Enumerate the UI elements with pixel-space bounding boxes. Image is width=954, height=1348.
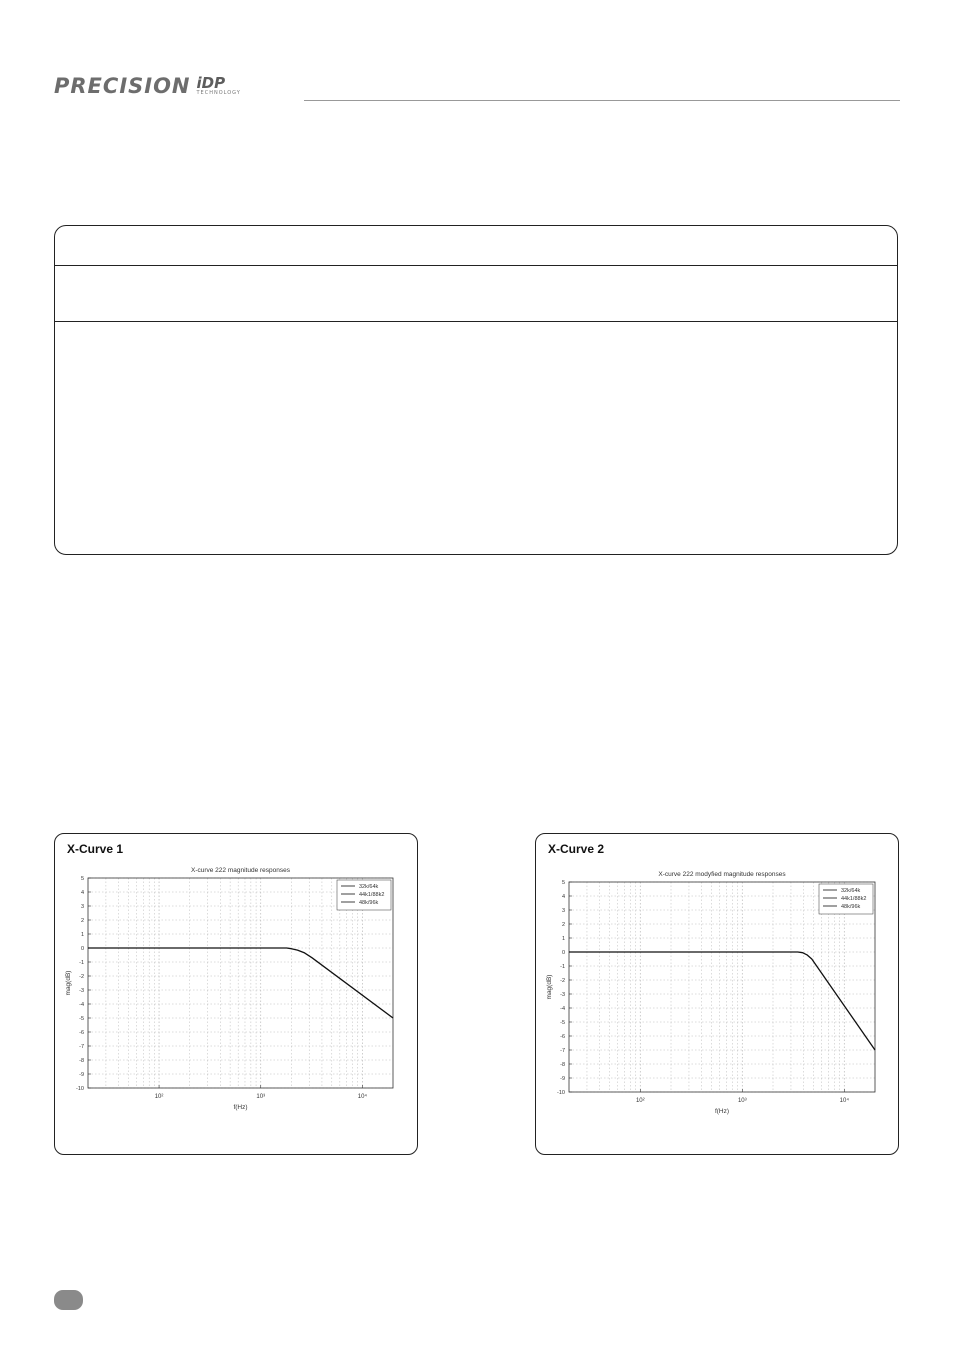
sub-brand-name: iDP bbox=[196, 74, 226, 92]
x-axis-label: f(Hz) bbox=[714, 1108, 730, 1115]
spec-table-divider-2 bbox=[55, 321, 897, 322]
y-tick-label: -3 bbox=[79, 988, 84, 994]
y-tick-label: -10 bbox=[557, 1090, 565, 1096]
y-tick-label: -9 bbox=[79, 1072, 84, 1078]
x-tick-label: 10² bbox=[635, 1098, 645, 1104]
panel-title: X-Curve 1 bbox=[67, 842, 124, 856]
y-tick-label: 1 bbox=[561, 936, 565, 942]
x-tick-label: 10⁴ bbox=[357, 1094, 368, 1100]
chart-x-curve-2 bbox=[536, 834, 900, 1156]
y-tick-label: 5 bbox=[561, 880, 565, 886]
chart-x-curve-1 bbox=[55, 834, 419, 1156]
y-tick-label: -4 bbox=[560, 1006, 565, 1012]
legend-entry: 48k/96k bbox=[841, 904, 861, 910]
y-tick-label: -6 bbox=[560, 1034, 565, 1040]
legend-entry: 44k1/88k2 bbox=[841, 896, 867, 902]
y-tick-label: 3 bbox=[80, 904, 84, 910]
y-tick-label: -8 bbox=[79, 1058, 84, 1064]
legend-entry: 44k1/88k2 bbox=[359, 892, 385, 898]
x-tick-label: 10⁴ bbox=[839, 1098, 849, 1104]
y-axis-label: mag(dB) bbox=[546, 974, 553, 1000]
spec-table-frame bbox=[54, 225, 898, 555]
chart-title: X-curve 222 modyfied magnitude responses bbox=[658, 871, 786, 878]
x-axis-label: f(Hz) bbox=[233, 1104, 248, 1111]
y-tick-label: 1 bbox=[80, 932, 84, 938]
y-tick-label: 5 bbox=[80, 876, 84, 882]
brand-logo bbox=[54, 68, 241, 96]
legend-entry: 48k/96k bbox=[359, 900, 379, 906]
y-tick-label: -9 bbox=[560, 1076, 565, 1082]
chart-panel-x-curve-2 bbox=[535, 833, 899, 1155]
x-tick-label: 10³ bbox=[256, 1094, 266, 1100]
sub-brand-logo bbox=[197, 76, 241, 96]
brand-wordmark: PRECISION bbox=[54, 74, 191, 98]
y-tick-label: 2 bbox=[561, 922, 565, 928]
y-tick-label: -3 bbox=[560, 992, 565, 998]
legend-entry: 32k/64k bbox=[359, 884, 379, 890]
y-tick-label: -1 bbox=[79, 960, 84, 966]
sub-brand-tagline: TECHNOLOGY bbox=[196, 90, 241, 96]
y-tick-label: -7 bbox=[560, 1048, 565, 1054]
spec-table-divider-1 bbox=[55, 265, 897, 266]
y-tick-label: -4 bbox=[79, 1002, 84, 1008]
y-tick-label: -6 bbox=[79, 1030, 84, 1036]
y-axis-label: mag(dB) bbox=[65, 970, 72, 996]
y-tick-label: -2 bbox=[560, 978, 565, 984]
y-tick-label: -2 bbox=[79, 974, 84, 980]
y-tick-label: -1 bbox=[560, 964, 565, 970]
legend-entry: 32k/64k bbox=[841, 888, 861, 894]
page-number-tab bbox=[54, 1290, 83, 1310]
y-tick-label: -5 bbox=[560, 1020, 565, 1026]
y-tick-label: -5 bbox=[79, 1016, 84, 1022]
y-tick-label: -8 bbox=[560, 1062, 565, 1068]
x-tick-label: 10² bbox=[154, 1094, 164, 1100]
y-tick-label: 4 bbox=[80, 890, 84, 896]
header-divider bbox=[304, 100, 900, 101]
y-tick-label: -7 bbox=[79, 1044, 84, 1050]
panel-title: X-Curve 2 bbox=[548, 842, 605, 856]
x-tick-label: 10³ bbox=[737, 1098, 747, 1104]
y-tick-label: 0 bbox=[561, 950, 565, 956]
y-tick-label: 0 bbox=[80, 946, 84, 952]
y-tick-label: 2 bbox=[80, 918, 84, 924]
y-tick-label: 4 bbox=[561, 894, 565, 900]
chart-panel-x-curve-1 bbox=[54, 833, 418, 1155]
y-tick-label: -10 bbox=[76, 1086, 84, 1092]
y-tick-label: 3 bbox=[561, 908, 565, 914]
chart-title: X-curve 222 magnitude responses bbox=[190, 867, 291, 874]
